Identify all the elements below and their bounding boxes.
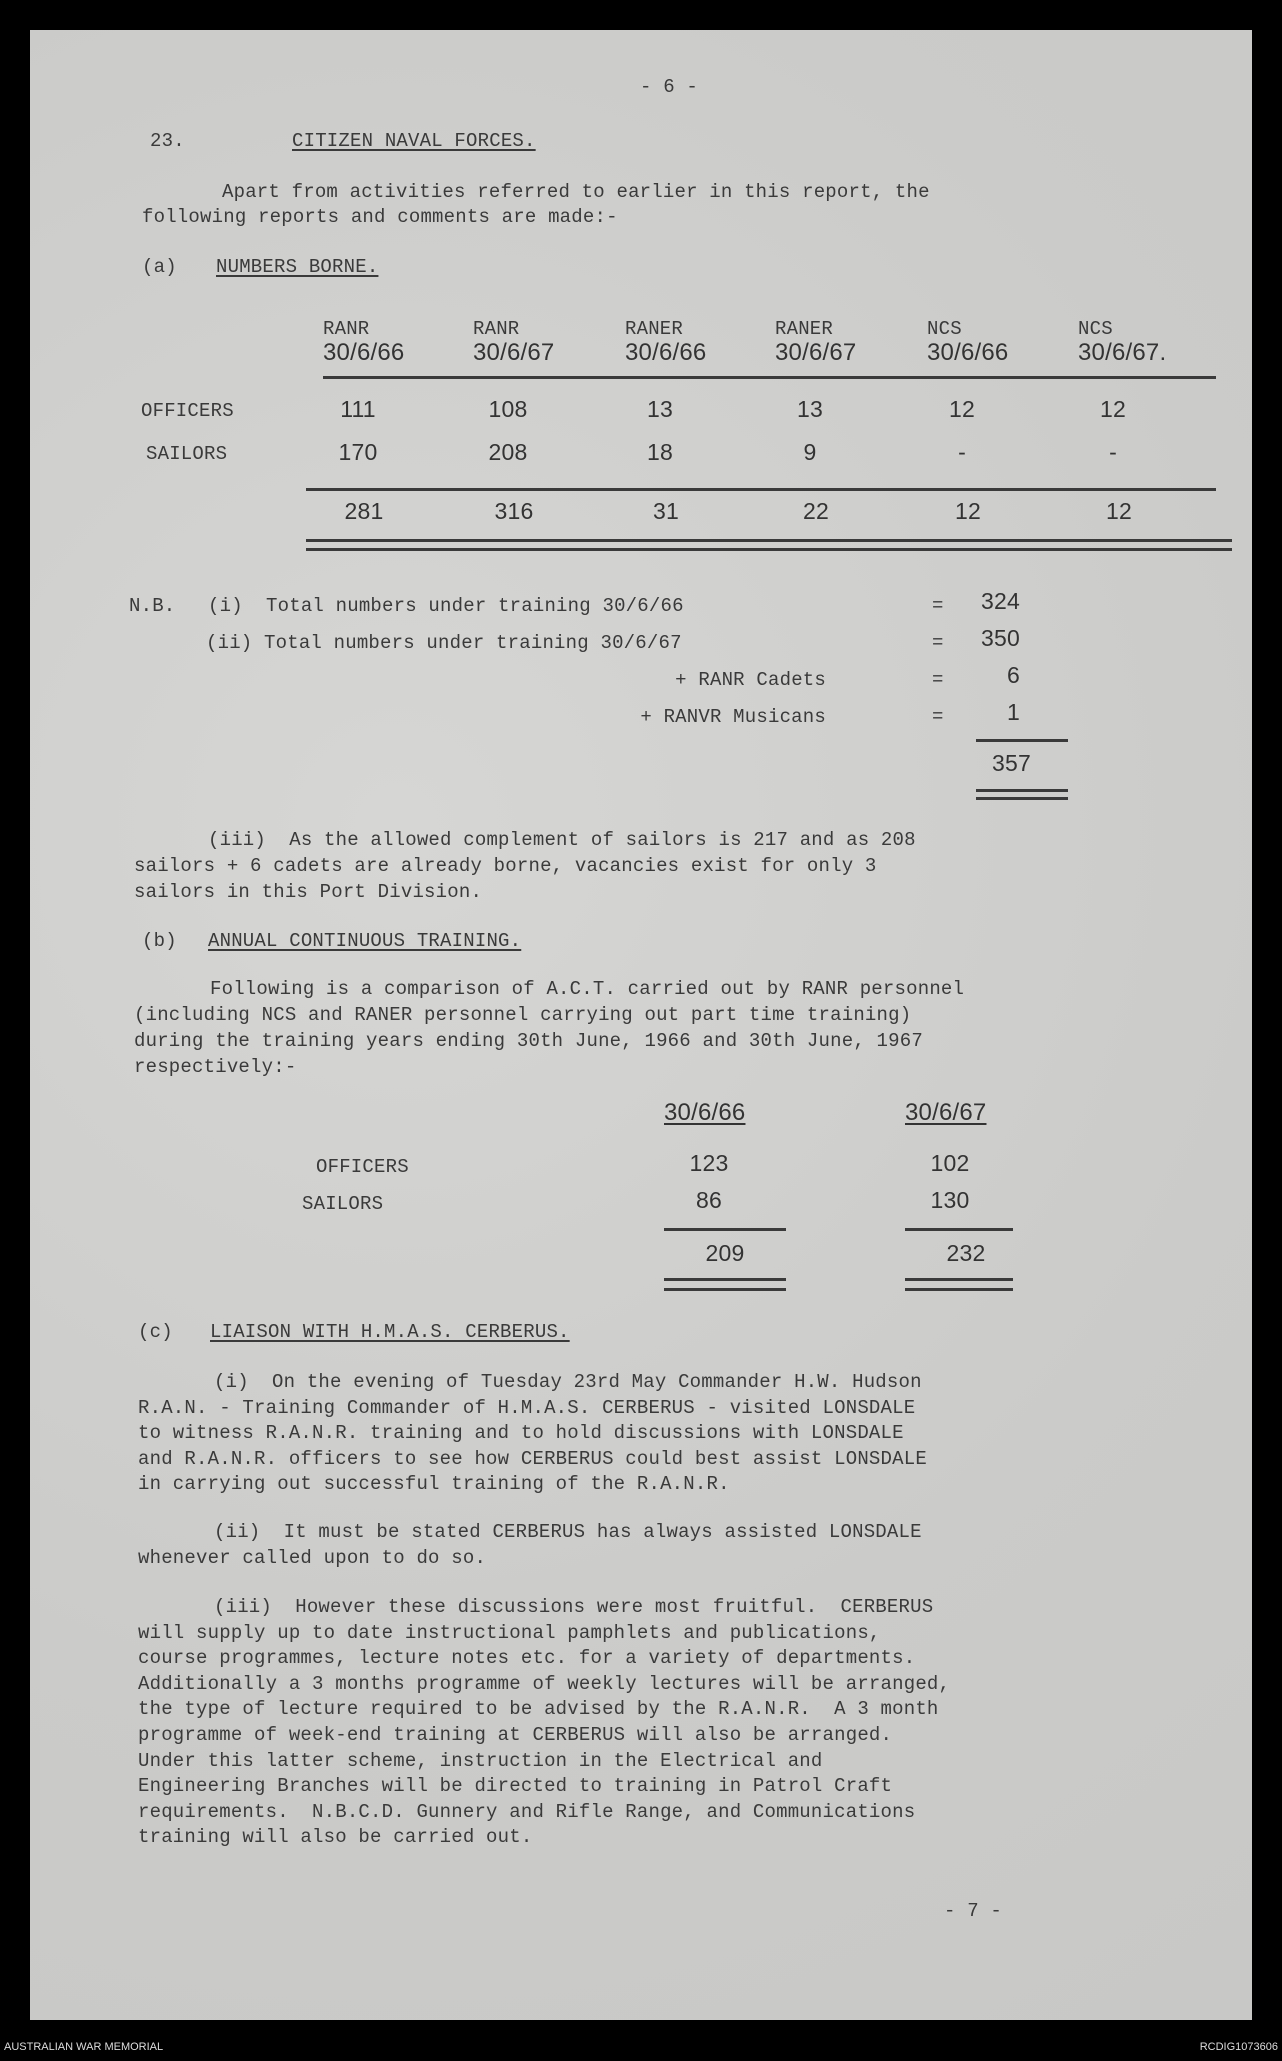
act-row-label: SAILORS <box>302 1193 384 1215</box>
column-header-name: RANER <box>625 318 684 340</box>
total-cell: 12 <box>955 498 981 524</box>
column-header-name: RANR <box>473 318 520 340</box>
intro-line: following reports and comments are made:- <box>142 206 618 228</box>
nb-line-text: (ii) Total numbers under training 30/6/67 <box>206 632 682 654</box>
act-column-header: 30/6/67 <box>905 1099 987 1126</box>
column-header-date: 30/6/67. <box>1078 339 1167 366</box>
row-label: OFFICERS <box>141 400 234 422</box>
double-rule <box>976 789 1068 792</box>
double-rule <box>976 797 1068 800</box>
table-cell: 208 <box>488 439 528 465</box>
archive-footer-left: AUSTRALIAN WAR MEMORIAL <box>4 2041 164 2053</box>
c_iii-line: the type of lecture required to be advised by the R.A.N.R. A 3 month <box>138 1698 939 1721</box>
nb-value: 1 <box>1007 699 1020 725</box>
c_iii-line: Additionally a 3 months programme of weekly lectures will be arranged, <box>138 1672 951 1695</box>
act-intro-line: Following is a comparison of A.C.T. carried out by RANR personnel <box>210 978 965 1000</box>
c_i-line: to witness R.A.N.R. training and to hold discussions with LONSDALE <box>138 1422 904 1445</box>
act-total: 232 <box>946 1240 986 1266</box>
column-header-name: NCS <box>1078 318 1113 340</box>
table-cell: 111 <box>340 396 376 422</box>
act-intro-line: respectively:- <box>134 1056 297 1078</box>
nb-line-text: (i) Total numbers under training 30/6/66 <box>208 595 684 617</box>
c_i-line: and R.A.N.R. officers to see how CERBERUS could best assist LONSDALE <box>138 1447 927 1470</box>
act-cell: 123 <box>689 1150 729 1176</box>
sub-c-title: LIAISON WITH H.M.A.S. CERBERUS. <box>210 1321 570 1343</box>
equals-sign: = <box>932 632 944 654</box>
table-cell: 13 <box>797 396 823 422</box>
archive-footer-right: RCDIG1073606 <box>1199 2041 1278 2053</box>
act-cell: 130 <box>930 1187 970 1213</box>
c_iii-line: Engineering Branches will be directed to training in Patrol Craft <box>138 1775 893 1798</box>
equals-sign: = <box>932 595 944 617</box>
sub-a-label: (a) <box>142 256 177 278</box>
column-header-date: 30/6/67 <box>775 339 857 366</box>
table-cell: 108 <box>488 396 528 422</box>
equals-sign: = <box>932 706 944 728</box>
column-header-name: NCS <box>927 318 962 340</box>
sub-a-title: NUMBERS BORNE. <box>216 256 379 278</box>
c_ii-line: (ii) It must be stated CERBERUS has always assisted LONSDALE <box>214 1521 922 1543</box>
c_iii-line: requirements. N.B.C.D. Gunnery and Rifle Range, and Communications <box>138 1800 916 1823</box>
table-cell: 9 <box>803 439 817 465</box>
subtotal-rule <box>306 488 1216 491</box>
nb-label: N.B. <box>129 595 176 617</box>
column-header-date: 30/6/66 <box>323 339 405 366</box>
act-column-header: 30/6/66 <box>664 1099 746 1126</box>
column-header-name: RANER <box>775 318 834 340</box>
total-cell: 12 <box>1106 498 1132 524</box>
act-sum-rule <box>664 1228 786 1231</box>
sub-c-label: (c) <box>138 1321 173 1343</box>
act-double-rule <box>664 1278 786 1281</box>
sum-rule <box>976 739 1068 742</box>
total-cell: 22 <box>803 498 829 524</box>
total-cell: 316 <box>494 498 534 524</box>
table-cell: - <box>1109 439 1117 465</box>
c_i-line: in carrying out successful training of the R.A.N.R. <box>138 1473 730 1496</box>
equals-sign: = <box>932 669 944 691</box>
section-title: CITIZEN NAVAL FORCES. <box>292 130 536 152</box>
table-cell: 13 <box>647 396 673 422</box>
act-row-label: OFFICERS <box>316 1156 409 1178</box>
act-sum-rule <box>905 1228 1013 1231</box>
table-cell: 18 <box>647 439 673 465</box>
act-double-rule <box>905 1288 1013 1291</box>
nb-total: 357 <box>992 750 1031 776</box>
nb-line-text: + RANR Cadets <box>675 669 826 691</box>
nb-iii-line: (iii) As the allowed complement of sailors is 217 and as 208 <box>208 829 916 851</box>
column-header-date: 30/6/66 <box>927 339 1009 366</box>
sub-b-title: ANNUAL CONTINUOUS TRAINING. <box>208 930 522 952</box>
c_iii-line: will supply up to date instructional pamphlets and publications, <box>138 1621 881 1644</box>
c_i-line: R.A.N. - Training Commander of H.M.A.S. CERBERUS - visited LONSDALE <box>138 1396 916 1419</box>
act-intro-line: during the training years ending 30th June, 1966 and 30th June, 1967 <box>134 1030 923 1052</box>
c_ii-line: whenever called upon to do so. <box>138 1546 487 1569</box>
act-total: 209 <box>705 1240 745 1266</box>
row-label: SAILORS <box>146 443 228 465</box>
table-cell: 170 <box>338 439 378 465</box>
c_iii-line: Under this latter scheme, instruction in the Electrical and <box>138 1749 823 1772</box>
table-cell: 12 <box>949 396 975 422</box>
c_i-line: (i) On the evening of Tuesday 23rd May Commander H.W. Hudson <box>214 1371 922 1393</box>
act-double-rule <box>905 1278 1013 1281</box>
act-double-rule <box>664 1288 786 1291</box>
c_iii-line: (iii) However these discussions were most fruitful. CERBERUS <box>214 1596 934 1618</box>
act-cell: 86 <box>696 1187 722 1213</box>
act-cell: 102 <box>930 1150 970 1176</box>
total-cell: 281 <box>344 498 384 524</box>
nb-iii-line: sailors in this Port Division. <box>134 881 483 903</box>
sub-b-label: (b) <box>142 930 177 952</box>
act-intro-line: (including NCS and RANER personnel carrying out part time training) <box>134 1004 912 1026</box>
total-cell: 31 <box>653 498 679 524</box>
table-cell: - <box>958 439 966 465</box>
column-header-date: 30/6/66 <box>625 339 707 366</box>
intro-line: Apart from activities referred to earlier in this report, the <box>222 181 930 203</box>
nb-iii-line: sailors + 6 cadets are already borne, vacancies exist for only 3 <box>134 855 877 877</box>
column-header-name: RANR <box>323 318 370 340</box>
double-rule <box>306 539 1232 542</box>
page-number-header: - 6 - <box>640 76 699 98</box>
table-cell: 12 <box>1100 396 1126 422</box>
c_iii-line: course programmes, lecture notes etc. for a variety of departments. <box>138 1647 916 1670</box>
nb-line-text: + RANVR Musicans <box>640 706 826 728</box>
double-rule <box>306 548 1232 551</box>
page-number-footer: - 7 - <box>944 1900 1003 1922</box>
nb-value: 350 <box>981 625 1020 651</box>
column-header-date: 30/6/67 <box>473 339 555 366</box>
header-rule <box>323 376 1216 379</box>
section-number: 23. <box>150 130 185 152</box>
nb-value: 6 <box>1007 662 1020 688</box>
nb-value: 324 <box>981 588 1020 614</box>
c_iii-line: training will also be carried out. <box>138 1826 533 1849</box>
c_iii-line: programme of week-end training at CERBERUS will also be arranged. <box>138 1724 893 1746</box>
